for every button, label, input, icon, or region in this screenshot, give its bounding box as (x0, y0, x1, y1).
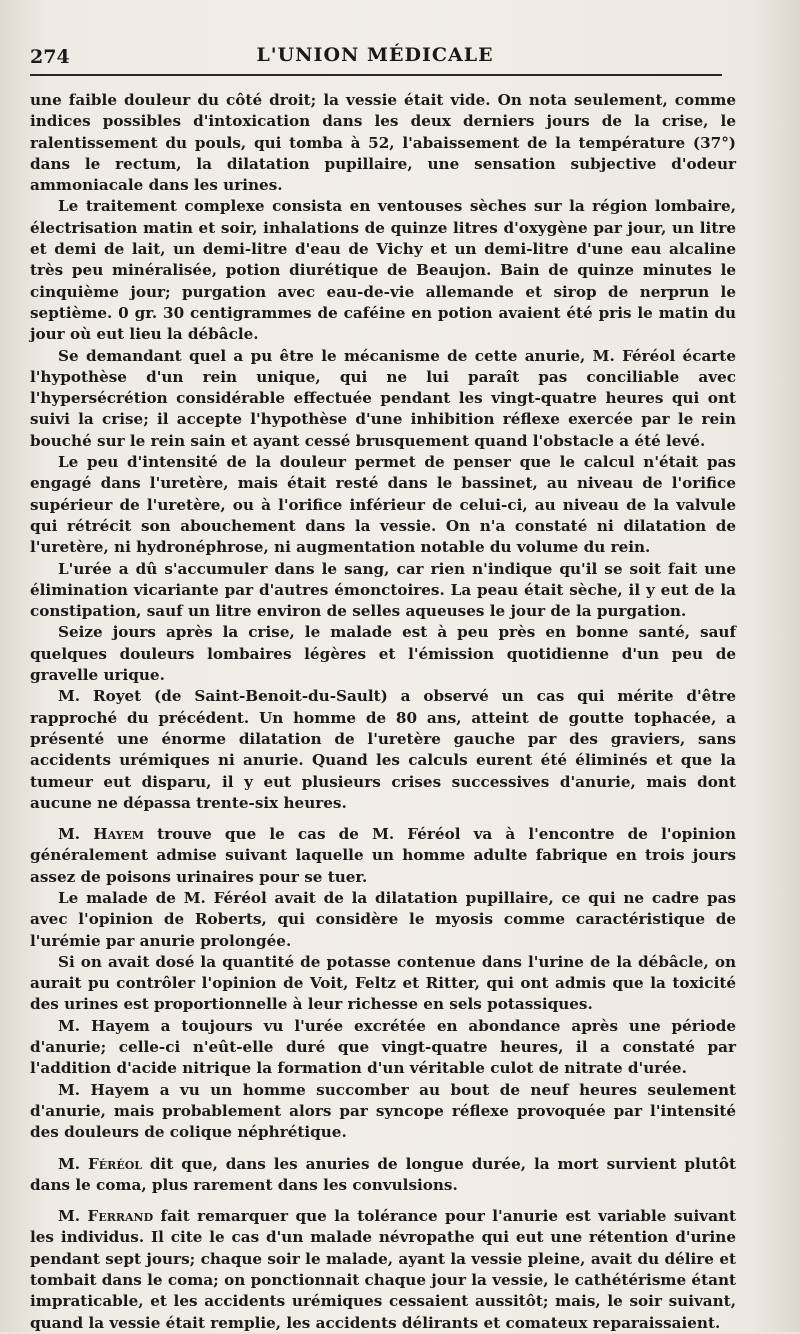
paragraph: Si on avait dosé la quantité de potasse contenue dans l'urine de la débâcle, on aurait pu contrôler l'opinion de Voit, Feltz et Ritter, qui ont admis que la toxicité des urines est proportionnelle à leur richesse en sels potassiques. (30, 952, 736, 1014)
running-title: L'UNION MÉDICALE (256, 44, 494, 66)
paragraph: Se demandant quel a pu être le mécanisme de cette anurie, M. Féréol écarte l'hypothèse d'un rein unique, qui ne lui paraît pas conciliable avec l'hypersécrétion considérable effectuée pendant les vingt-quatre heures qui ont suivi la crise; il accepte l'hypothèse d'une inhibition réflexe exercée par le rein bouché sur le rein sain et ayant cessé brusquement quand l'obstacle a été levé. (30, 346, 736, 450)
paragraph: L'urée a dû s'accumuler dans le sang, car rien n'indique qu'il se soit fait une élimination vicariante par d'autres émonctoires. La peau était sèche, il y eut de la constipation, sauf un litre environ de selles aqueuses le jour de la purgation. (30, 559, 736, 621)
page-header (30, 38, 720, 78)
paragraph: M. Ferrand fait remarquer que la tolérance pour l'anurie est variable suivant les individus. Il cite le cas d'un malade névropathe qui eut une rétention d'urine pendant sept jours; chaque soir le malade, ayant la vessie pleine, avait du délire et tombait dans le coma; on ponctionnait chaque jour la vessie, le cathétérisme étant impraticable, et les accidents urémiques cessaient aussitôt; mais, le soir suivant, quand la vessie était remplie, les accidents délirants et comateux reparaissaient. (30, 1207, 736, 1332)
paragraph: M. Hayem trouve que le cas de M. Féréol va à l'encontre de l'opinion généralement admise suivant laquelle un homme adulte fabrique en trois jours assez de poisons urinaires pour se tuer. (30, 825, 737, 886)
speaker-name: Ferrand (87, 1207, 154, 1226)
speaker-name: Féréol (88, 1154, 143, 1173)
paragraph: une faible douleur du côté droit; la vessie était vide. On nota seulement, comme indices possibles d'intoxication dans les deux derniers jours de la crise, le ralentissement du pouls, qui tomba à 52, l'abaissement de la température (37°) dans le rectum, la dilatation pupillaire, une sensation subjective d'odeur ammoniacale dans les urines. (30, 91, 736, 195)
article-body (30, 90, 736, 1334)
page-number: 274 (30, 46, 70, 68)
paragraph: Seize jours après la crise, le malade est à peu près en bonne santé, sauf quelques douleurs lombaires légères et l'émission quotidienne d'un peu de gravelle urique. (30, 623, 736, 685)
header-rule (30, 74, 722, 76)
paragraph: M. Hayem a vu un homme succomber au bout de neuf heures seulement d'anurie, mais probablement alors par syncope réflexe provoquée par l'intensité des douleurs de colique néphrétique. (30, 1080, 736, 1142)
paragraph: M. Royet (de Saint-Benoit-du-Sault) a observé un cas qui mérite d'être rapproché du précédent. Un homme de 80 ans, atteint de goutte tophacée, a présenté une énorme dilatation de l'uretère gauche par des graviers, sans accidents urémiques ni anurie. Quand les calculs eurent été éliminés et que la tumeur eut disparu, il y eut plusieurs crises successives d'anurie, mais dont aucune ne dépassa trente-six heures. (30, 687, 736, 812)
paragraph: Le traitement complexe consista en ventouses sèches sur la région lombaire, électrisation matin et soir, inhalations de quinze litres d'oxygène par jour, un litre et demi de lait, un demi-litre d'eau de Vichy et un demi-litre d'une eau alcaline très peu minéralisée, potion diurétique de Beaujon. Bain de quinze minutes le cinquième jour; purgation avec eau-de-vie allemande et sirop de nerprun le septième. 0 gr. 30 centigrammes de caféine en potion avaient été pris le matin du jour où eut lieu la débâcle. (30, 197, 736, 344)
paragraph: Le malade de M. Féréol avait de la dilatation pupillaire, ce qui ne cadre pas avec l'opinion de Roberts, qui considère le myosis comme caractéristique de l'urémie par anurie prolongée. (30, 888, 736, 950)
paragraph: Le peu d'intensité de la douleur permet de penser que le calcul n'était pas engagé dans l'uretère, mais était resté dans le bassinet, au niveau de l'orifice supérieur de l'uretère, ou à l'orifice inférieur de celui-ci, au niveau de la valvule qui rétrécit son abouchement dans la vessie. On n'a constaté ni dilatation de l'uretère, ni hydronéphrose, ni augmentation notable du volume du rein. (30, 453, 736, 557)
speaker-name: Hayem (93, 825, 144, 844)
paragraph: M. Hayem a toujours vu l'urée excrétée en abondance après une période d'anurie; celle-ci n'eût-elle duré que vingt-quatre heures, il a constaté par l'addition d'acide nitrique la formation d'un véritable culot de nitrate d'urée. (30, 1016, 736, 1078)
paragraph: M. Féréol dit que, dans les anuries de longue durée, la mort survient plutôt dans le coma, plus rarement dans les convulsions. (30, 1154, 737, 1194)
